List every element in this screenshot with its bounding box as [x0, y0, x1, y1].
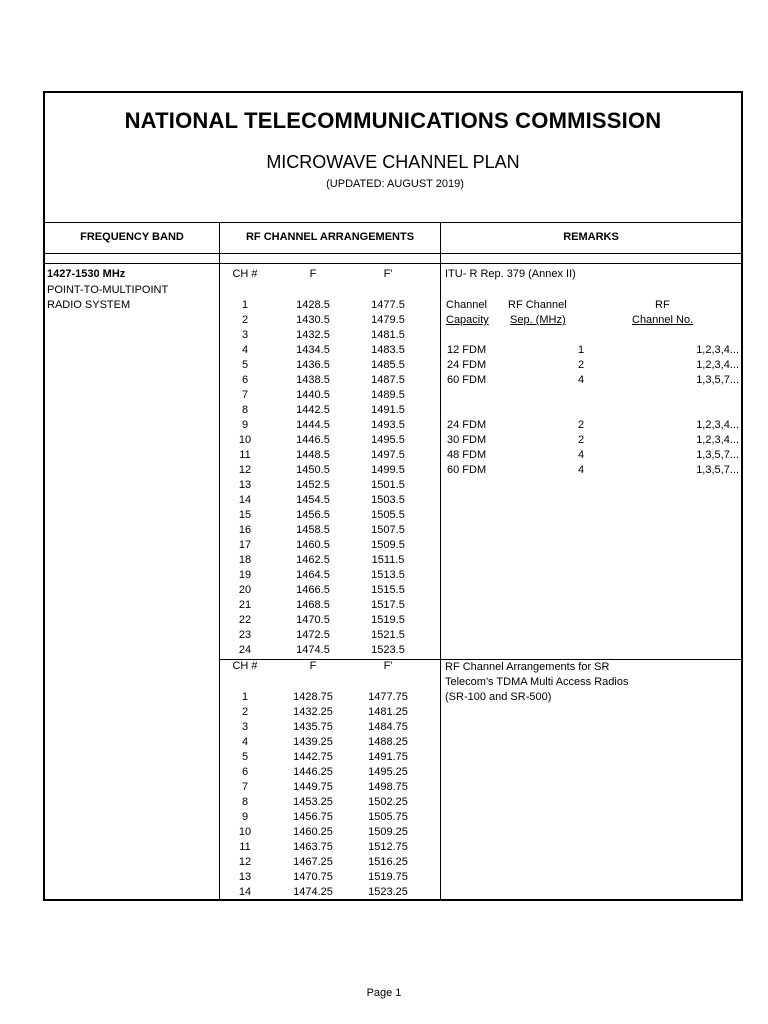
remarks-col-capacity: Channel: [446, 299, 487, 311]
remarks-separation: 2: [577, 359, 585, 371]
cell-frequency: 1446.25: [293, 766, 333, 778]
cell-frequency: 1449.75: [293, 781, 333, 793]
table-row: [225, 735, 435, 750]
cell-channel: 3: [241, 329, 249, 341]
cell-channel: 5: [241, 359, 249, 371]
column-header-remarks: REMARKS: [563, 231, 619, 243]
table-row: [225, 553, 435, 568]
cell-channel: 13: [238, 871, 252, 883]
table-row: [225, 358, 435, 373]
cell-frequency: 1442.5: [296, 404, 330, 416]
cell-channel: 1: [241, 299, 249, 311]
cell-frequency: 1434.5: [296, 344, 330, 356]
col-f: F: [309, 660, 317, 672]
cell-channel: 17: [238, 539, 252, 551]
column-divider-left: [219, 222, 220, 901]
remarks-separation: 4: [577, 374, 585, 386]
cell-frequency-prime: 1507.5: [371, 524, 405, 536]
remarks-channel-no: 1,2,3,4...: [696, 359, 739, 371]
cell-channel: 10: [238, 434, 252, 446]
cell-frequency-prime: 1509.25: [368, 826, 408, 838]
table-row: [225, 705, 435, 720]
cell-channel: 15: [238, 509, 252, 521]
remarks-separation: 2: [577, 434, 585, 446]
page-subtitle: MICROWAVE CHANNEL PLAN: [266, 152, 520, 172]
cell-frequency: 1432.5: [296, 329, 330, 341]
cell-channel: 5: [241, 751, 249, 763]
cell-frequency-prime: 1499.5: [371, 464, 405, 476]
cell-frequency-prime: 1515.5: [371, 584, 405, 596]
header-divider: [43, 222, 743, 223]
cell-frequency-prime: 1501.5: [371, 479, 405, 491]
table-row: [225, 885, 435, 900]
col-ch: CH #: [232, 660, 258, 672]
cell-frequency-prime: 1485.5: [371, 359, 405, 371]
cell-frequency: 1448.5: [296, 449, 330, 461]
cell-channel: 4: [241, 736, 249, 748]
cell-frequency: 1462.5: [296, 554, 330, 566]
remarks-col-channel: RF: [655, 299, 670, 311]
table-row: [225, 825, 435, 840]
table-row: [225, 418, 435, 433]
cell-channel: 11: [239, 841, 251, 853]
remarks-row: [447, 418, 741, 433]
table-row: [225, 403, 435, 418]
cell-channel: 7: [241, 781, 249, 793]
table-row: [225, 750, 435, 765]
cell-frequency-prime: 1512.75: [368, 841, 408, 853]
table-row: [225, 373, 435, 388]
table-row: [225, 343, 435, 358]
cell-channel: 3: [241, 721, 249, 733]
table-row: [225, 538, 435, 553]
cell-channel: 13: [238, 479, 252, 491]
cell-frequency: 1446.5: [296, 434, 330, 446]
table-row: [225, 690, 435, 705]
cell-frequency-prime: 1505.5: [371, 509, 405, 521]
cell-frequency-prime: 1516.25: [368, 856, 408, 868]
cell-frequency: 1435.75: [293, 721, 333, 733]
cell-channel: 9: [241, 811, 249, 823]
remarks-separation: 4: [577, 449, 585, 461]
column-divider-right: [440, 222, 441, 901]
cell-frequency-prime: 1491.5: [371, 404, 405, 416]
table-row: [225, 508, 435, 523]
cell-channel: 8: [241, 796, 249, 808]
cell-frequency-prime: 1498.75: [368, 781, 408, 793]
cell-frequency: 1428.75: [293, 691, 333, 703]
table-row: [225, 478, 435, 493]
table-row: [225, 765, 435, 780]
cell-frequency-prime: 1477.5: [371, 299, 405, 311]
table-row: [225, 613, 435, 628]
band-description-line2: RADIO SYSTEM: [47, 299, 131, 311]
cell-frequency: 1440.5: [296, 389, 330, 401]
cell-frequency-prime: 1484.75: [368, 721, 408, 733]
cell-frequency: 1428.5: [296, 299, 330, 311]
remarks-row: [447, 373, 741, 388]
cell-frequency: 1474.5: [296, 644, 330, 656]
cell-frequency-prime: 1491.75: [368, 751, 408, 763]
cell-frequency: 1439.25: [293, 736, 333, 748]
cell-frequency: 1450.5: [296, 464, 330, 476]
cell-frequency: 1438.5: [296, 374, 330, 386]
cell-frequency: 1463.75: [293, 841, 333, 853]
table-row: [225, 433, 435, 448]
cell-frequency: 1472.5: [296, 629, 330, 641]
band-label: 1427-1530 MHz: [47, 268, 126, 280]
remarks-capacity: 60 FDM: [447, 374, 487, 386]
column-header-rf-channel: RF CHANNEL ARRANGEMENTS: [245, 231, 415, 243]
cell-channel: 23: [238, 629, 252, 641]
cell-frequency: 1452.5: [296, 479, 330, 491]
table-row: [225, 388, 435, 403]
remarks-channel-no: 1,3,5,7...: [696, 464, 739, 476]
cell-channel: 12: [238, 464, 252, 476]
remarks2-line2: Telecom's TDMA Multi Access Radios: [445, 676, 629, 688]
cell-frequency-prime: 1502.25: [368, 796, 408, 808]
remarks-channel-no: 1,2,3,4...: [696, 344, 739, 356]
table-row: [225, 855, 435, 870]
remarks-reference: ITU- R Rep. 379 (Annex II): [445, 268, 576, 280]
cell-frequency-prime: 1505.75: [368, 811, 408, 823]
cell-channel: 1: [241, 691, 249, 703]
cell-frequency-prime: 1517.5: [371, 599, 405, 611]
cell-frequency-prime: 1523.25: [368, 886, 408, 898]
remarks-row: [447, 448, 741, 463]
table-row: [225, 493, 435, 508]
cell-channel: 2: [241, 314, 249, 326]
cell-channel: 6: [241, 766, 249, 778]
cell-channel: 16: [238, 524, 252, 536]
page-title: NATIONAL TELECOMMUNICATIONS COMMISSION: [124, 108, 662, 133]
cell-frequency: 1444.5: [296, 419, 330, 431]
cell-channel: 2: [241, 706, 249, 718]
col-f-prime: F': [383, 268, 393, 280]
cell-channel: 24: [238, 644, 252, 656]
remarks-channel-no: 1,2,3,4...: [696, 419, 739, 431]
cell-frequency-prime: 1519.5: [371, 614, 405, 626]
cell-frequency: 1458.5: [296, 524, 330, 536]
table-row: [225, 523, 435, 538]
cell-channel: 14: [238, 494, 252, 506]
cell-channel: 10: [238, 826, 252, 838]
cell-frequency-prime: 1521.5: [371, 629, 405, 641]
table-row: [225, 298, 435, 313]
cell-frequency: 1467.25: [293, 856, 333, 868]
table-row: [225, 795, 435, 810]
remarks-capacity: 24 FDM: [447, 419, 487, 431]
col-f-prime: F': [383, 660, 393, 672]
remarks-col-capacity-sub: Capacity: [446, 314, 489, 326]
remarks-channel-no: 1,2,3,4...: [696, 434, 739, 446]
cell-frequency: 1470.5: [296, 614, 330, 626]
cell-frequency: 1442.75: [293, 751, 333, 763]
col-f: F: [309, 268, 317, 280]
cell-frequency: 1456.5: [296, 509, 330, 521]
remarks-row: [447, 433, 741, 448]
cell-frequency: 1466.5: [296, 584, 330, 596]
cell-channel: 12: [238, 856, 252, 868]
channel-table-header: [225, 267, 435, 282]
cell-channel: 11: [239, 449, 251, 461]
table-row: [225, 328, 435, 343]
cell-channel: 9: [241, 419, 249, 431]
remarks-col-separation: RF Channel: [508, 299, 567, 311]
band-description-line1: POINT-TO-MULTIPOINT: [47, 284, 169, 296]
remarks-capacity: 12 FDM: [447, 344, 487, 356]
cell-channel: 4: [241, 344, 249, 356]
cell-frequency-prime: 1489.5: [371, 389, 405, 401]
cell-frequency-prime: 1479.5: [371, 314, 405, 326]
cell-frequency-prime: 1481.5: [371, 329, 405, 341]
column-header-divider-lower: [43, 263, 743, 264]
table-row: [225, 810, 435, 825]
table-row: [225, 720, 435, 735]
remarks2-line1: RF Channel Arrangements for SR: [445, 661, 610, 673]
remarks2-line3: (SR-100 and SR-500): [445, 691, 552, 703]
cell-frequency-prime: 1495.25: [368, 766, 408, 778]
cell-frequency-prime: 1477.75: [368, 691, 408, 703]
remarks-row: [447, 343, 741, 358]
table-row: [225, 313, 435, 328]
table-row: [225, 568, 435, 583]
cell-frequency-prime: 1493.5: [371, 419, 405, 431]
remarks-capacity: 30 FDM: [447, 434, 487, 446]
cell-frequency-prime: 1503.5: [371, 494, 405, 506]
cell-frequency: 1453.25: [293, 796, 333, 808]
cell-frequency-prime: 1487.5: [371, 374, 405, 386]
remarks-capacity: 60 FDM: [447, 464, 487, 476]
remarks-capacity: 48 FDM: [447, 449, 487, 461]
cell-frequency: 1460.25: [293, 826, 333, 838]
cell-frequency-prime: 1495.5: [371, 434, 405, 446]
cell-frequency-prime: 1481.25: [368, 706, 408, 718]
cell-channel: 6: [241, 374, 249, 386]
table-row: [225, 598, 435, 613]
cell-channel: 8: [241, 404, 249, 416]
table-row: [225, 448, 435, 463]
table-row: [225, 628, 435, 643]
remarks-row: [447, 358, 741, 373]
cell-frequency-prime: 1523.5: [371, 644, 405, 656]
column-header-divider: [43, 253, 743, 254]
remarks-col-separation-sub: Sep. (MHz): [510, 314, 566, 326]
page-number: Page 1: [366, 987, 402, 999]
table-row: [225, 780, 435, 795]
cell-frequency: 1460.5: [296, 539, 330, 551]
remarks-row: [447, 463, 741, 478]
cell-channel: 7: [241, 389, 249, 401]
column-header-frequency-band: FREQUENCY BAND: [80, 231, 184, 243]
cell-channel: 21: [238, 599, 252, 611]
cell-frequency-prime: 1497.5: [371, 449, 405, 461]
cell-frequency: 1470.75: [293, 871, 333, 883]
cell-frequency: 1430.5: [296, 314, 330, 326]
cell-frequency-prime: 1513.5: [371, 569, 405, 581]
remarks-separation: 1: [577, 344, 585, 356]
remarks-col-channel-sub: Channel No.: [632, 314, 694, 326]
table-row: [225, 583, 435, 598]
cell-frequency: 1456.75: [293, 811, 333, 823]
cell-frequency: 1436.5: [296, 359, 330, 371]
cell-channel: 20: [238, 584, 252, 596]
cell-frequency: 1468.5: [296, 599, 330, 611]
cell-frequency-prime: 1519.75: [368, 871, 408, 883]
col-ch: CH #: [232, 268, 258, 280]
remarks-capacity: 24 FDM: [447, 359, 487, 371]
updated-date: (UPDATED: AUGUST 2019): [326, 178, 464, 190]
cell-channel: 19: [238, 569, 252, 581]
cell-frequency: 1432.25: [293, 706, 333, 718]
cell-channel: 22: [238, 614, 252, 626]
cell-frequency: 1454.5: [296, 494, 330, 506]
remarks-separation: 2: [577, 419, 585, 431]
table-row: [225, 643, 435, 658]
remarks-channel-no: 1,3,5,7...: [696, 449, 739, 461]
remarks-channel-no: 1,3,5,7...: [696, 374, 739, 386]
cell-frequency-prime: 1511.5: [371, 554, 405, 566]
cell-frequency-prime: 1483.5: [371, 344, 405, 356]
cell-frequency-prime: 1509.5: [371, 539, 405, 551]
cell-frequency: 1474.25: [293, 886, 333, 898]
cell-frequency-prime: 1488.25: [368, 736, 408, 748]
channel-table-header-2: [225, 659, 435, 674]
table-row: [225, 463, 435, 478]
cell-channel: 14: [238, 886, 252, 898]
remarks-separation: 4: [577, 464, 585, 476]
cell-frequency: 1464.5: [296, 569, 330, 581]
cell-channel: 18: [238, 554, 252, 566]
table-row: [225, 840, 435, 855]
table-row: [225, 870, 435, 885]
